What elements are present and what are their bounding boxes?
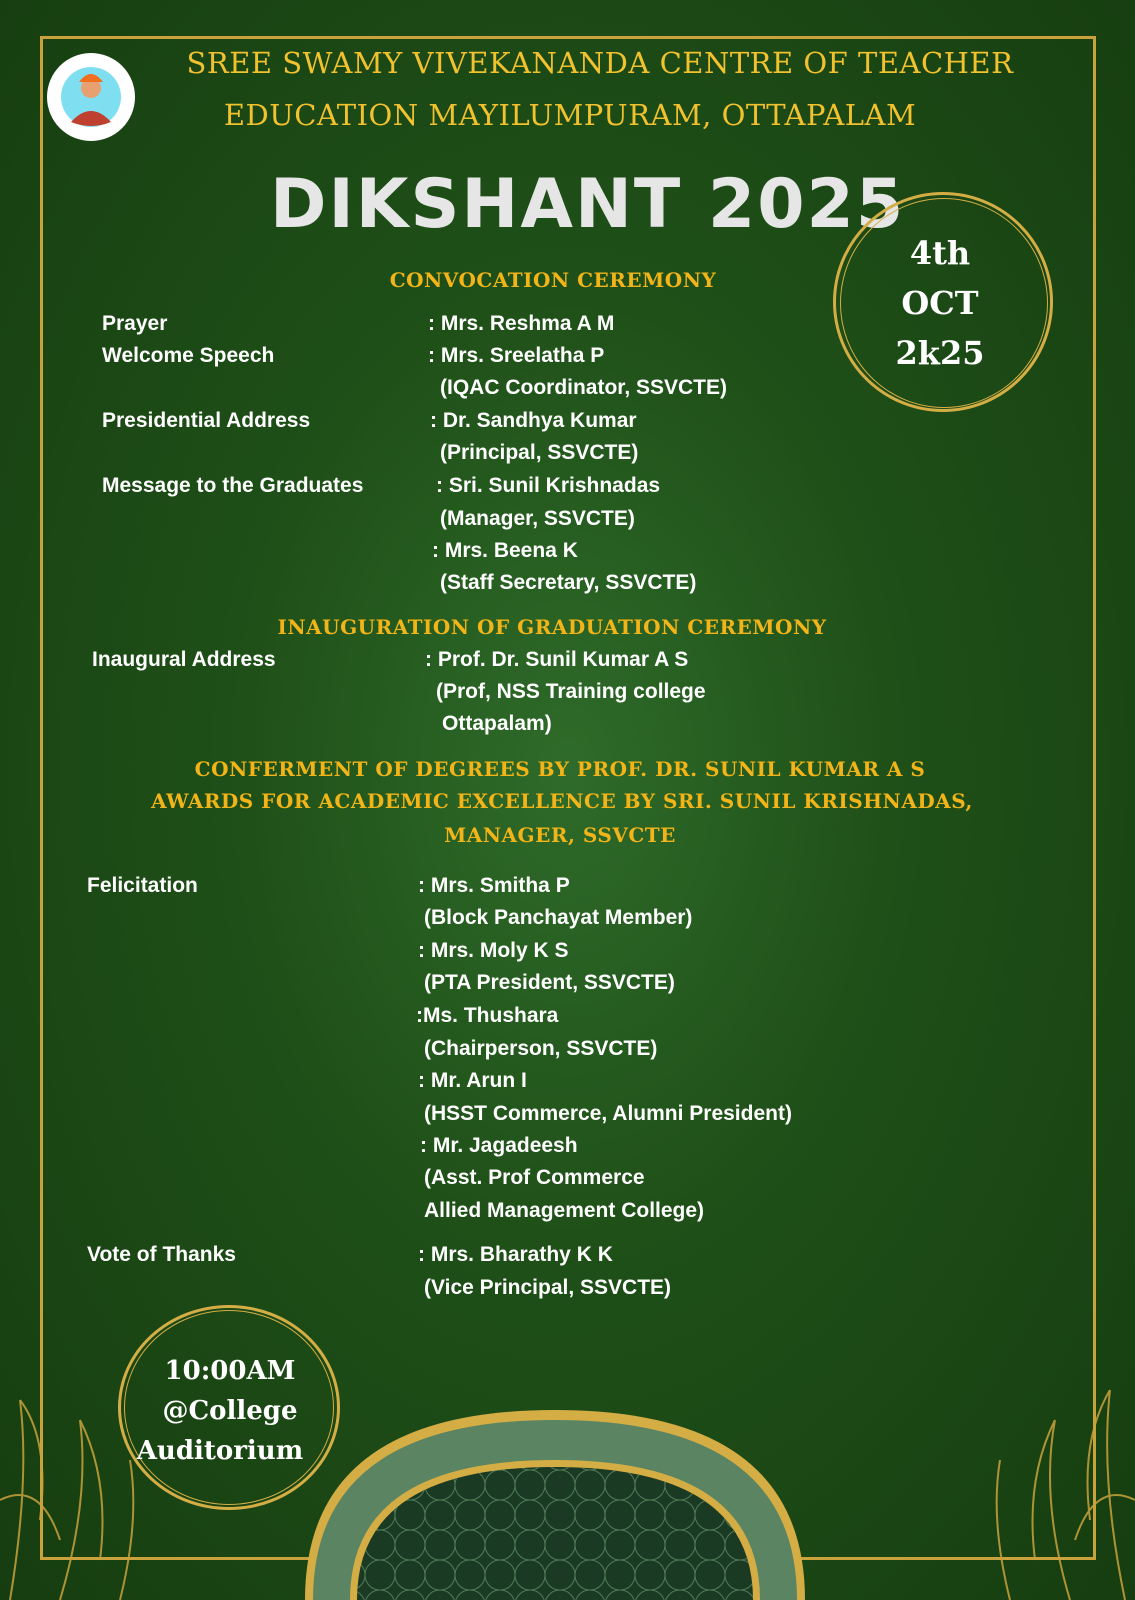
message-value: : Sri. Sunil Krishnadas [436, 474, 661, 497]
prayer-value: : Mrs. Reshma A M [428, 312, 615, 335]
college-name-line2: EDUCATION MAYILUMPURAM, OTTAPALAM [223, 98, 917, 132]
date-year: 2k25 [895, 334, 985, 372]
welcome-role: (IQAC Coordinator, SSVCTE) [440, 376, 728, 399]
welcome-value: : Mrs. Sreelatha P [428, 344, 605, 367]
date-day: 4th [909, 234, 971, 272]
arch-decoration [305, 1410, 805, 1600]
felicitation-item: (Block Panchayat Member) [424, 906, 693, 929]
felicitation-item: (PTA President, SSVCTE) [424, 971, 675, 994]
felicitation-item: (HSST Commerce, Alumni President) [424, 1102, 792, 1125]
inaugural-role-1: (Prof, NSS Training college [436, 680, 706, 703]
message-role-2: (Staff Secretary, SSVCTE) [440, 571, 697, 594]
message-label: Message to the Graduates [102, 474, 364, 497]
presidential-label: Presidential Address [102, 409, 311, 432]
felicitation-item: Allied Management College) [424, 1199, 705, 1222]
felicitation-item: : Mr. Jagadeesh [420, 1134, 578, 1157]
message-role: (Manager, SSVCTE) [440, 507, 635, 530]
venue-line1: @College [162, 1396, 298, 1426]
inaugural-value: : Prof. Dr. Sunil Kumar A S [425, 648, 689, 671]
felicitation-item: :Ms. Thushara [416, 1004, 559, 1027]
felicitation-label: Felicitation [87, 874, 198, 897]
event-title: DIKSHANT 2025 [270, 165, 906, 244]
vote-role: (Vice Principal, SSVCTE) [424, 1276, 672, 1299]
event-time: 10:00AM [164, 1356, 296, 1386]
felicitation-item: (Chairperson, SSVCTE) [424, 1037, 658, 1060]
section-inauguration: INAUGURATION OF GRADUATION CEREMONY [277, 615, 827, 639]
section-conferment-2: AWARDS FOR ACADEMIC EXCELLENCE BY SRI. SUNIL KRISHNADAS, [151, 789, 973, 813]
felicitation-item: (Asst. Prof Commerce [424, 1166, 645, 1189]
venue-line2: Auditorium [136, 1436, 304, 1466]
section-conferment-3: MANAGER, SSVCTE [444, 823, 676, 847]
message-value-2: : Mrs. Beena K [432, 539, 578, 562]
vote-value: : Mrs. Bharathy K K [418, 1243, 613, 1266]
inaugural-role-2: Ottapalam) [442, 712, 552, 735]
welcome-label: Welcome Speech [102, 344, 275, 367]
felicitation-item: : Mr. Arun I [418, 1069, 527, 1092]
vote-label: Vote of Thanks [87, 1243, 236, 1266]
felicitation-item: : Mrs. Smitha P [418, 874, 570, 897]
felicitation-item: : Mrs. Moly K S [418, 939, 569, 962]
inaugural-label: Inaugural Address [92, 648, 276, 671]
college-name-line1: SREE SWAMY VIVEKANANDA CENTRE OF TEACHER [186, 46, 1014, 80]
presidential-role: (Principal, SSVCTE) [440, 441, 639, 464]
section-conferment-1: CONFERMENT OF DEGREES BY PROF. DR. SUNIL KUMAR A S [194, 757, 926, 781]
date-month: OCT [901, 284, 979, 322]
section-convocation: CONVOCATION CEREMONY [389, 268, 717, 292]
prayer-label: Prayer [102, 312, 168, 335]
presidential-value: : Dr. Sandhya Kumar [430, 409, 637, 432]
